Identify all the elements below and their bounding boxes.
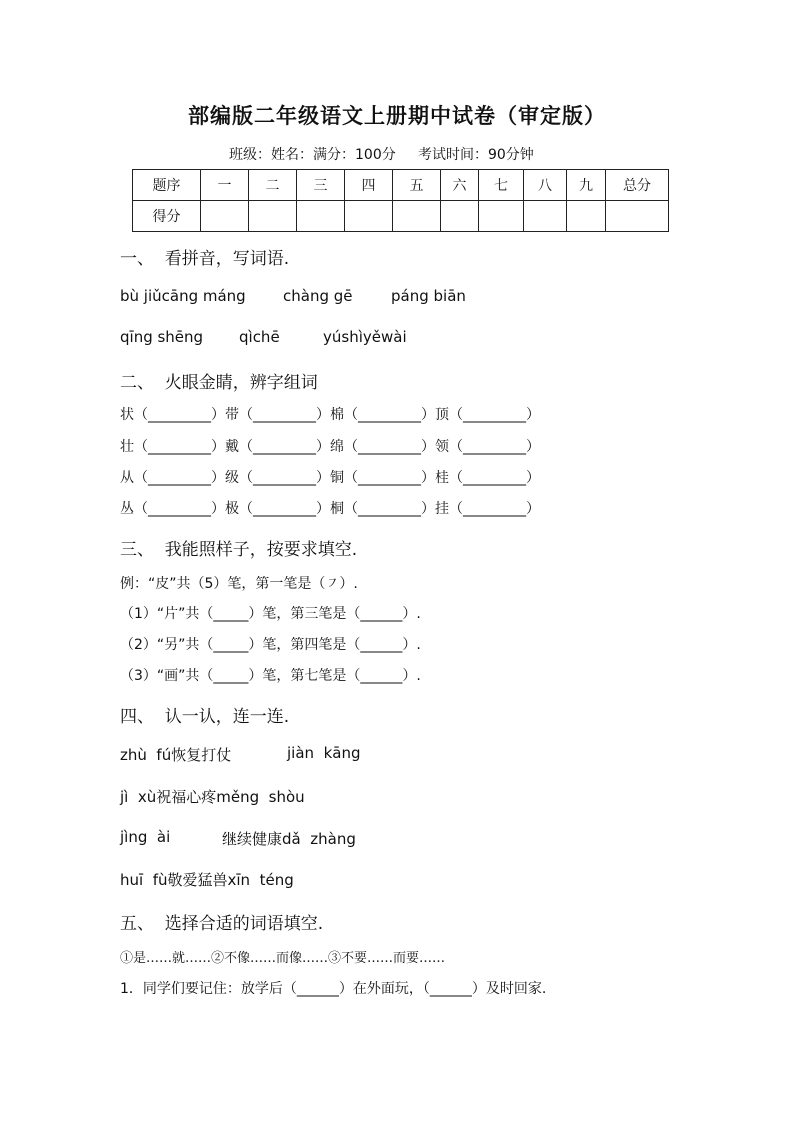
table-cell: 六 — [441, 170, 479, 201]
table-cell: 题序 — [133, 170, 201, 201]
match-item[interactable]: jì xù祝福心疼měng shòu — [120, 788, 305, 806]
table-cell: 二 — [249, 170, 297, 201]
score-input-cell[interactable] — [345, 201, 393, 232]
match-item[interactable]: jiàn kāng — [287, 744, 361, 762]
table-cell: 五 — [393, 170, 441, 201]
score-input-cell[interactable] — [441, 201, 479, 232]
score-input-cell[interactable] — [249, 201, 297, 232]
word-group-row[interactable]: 从（_________）级（_________）铜（_________）桂（_________） — [120, 470, 540, 486]
pinyin-item: qīng shēng — [120, 328, 204, 346]
section-heading: 一、 看拼音，写词语. — [120, 249, 290, 269]
pinyin-item: chàng gē — [283, 287, 353, 305]
stroke-question[interactable]: （1）“片”共（_____）笔，第三笔是（______）. — [120, 606, 421, 622]
pinyin-item: yúshìyěwài — [323, 328, 407, 346]
match-item[interactable]: jìng ài — [120, 828, 171, 846]
page-title: 部编版二年级语文上册期中试卷（审定版） — [188, 103, 606, 128]
pinyin-item: qìchē — [239, 328, 280, 346]
score-table — [132, 169, 669, 232]
exam-info: 班级：姓名：满分：100分 考试时间：90分钟 — [229, 147, 534, 163]
pinyin-item: bù jiǔcāng máng — [120, 287, 246, 305]
table-cell: 三 — [297, 170, 345, 201]
score-input-cell[interactable] — [297, 201, 345, 232]
options-line: ①是……就……②不像……而像……③不要……而要…… — [120, 951, 446, 966]
score-input-cell[interactable] — [201, 201, 249, 232]
word-group-row[interactable]: 丛（_________）极（_________）桐（_________）挂（_________） — [120, 501, 540, 517]
word-group-row[interactable]: 状（_________）带（_________）棉（_________）顶（_________） — [120, 407, 540, 423]
section-heading: 三、 我能照样子，按要求填空. — [120, 540, 358, 560]
section-heading: 二、 火眼金睛，辨字组词 — [120, 373, 318, 393]
score-input-cell[interactable] — [479, 201, 524, 232]
table-cell: 四 — [345, 170, 393, 201]
score-input-cell[interactable] — [567, 201, 606, 232]
table-cell: 一 — [201, 170, 249, 201]
fill-question[interactable]: 1．同学们要记住：放学后（______）在外面玩，（______）及时回家. — [120, 981, 547, 997]
table-cell: 七 — [479, 170, 524, 201]
example-line: 例：“皮”共（5）笔，第一笔是（㇇）. — [120, 576, 358, 592]
word-group-row[interactable]: 壮（_________）戴（_________）绵（_________）领（_________） — [120, 439, 540, 455]
section-heading: 四、 认一认，连一连. — [120, 707, 290, 727]
stroke-question[interactable]: （3）“画”共（_____）笔，第七笔是（______）. — [120, 668, 421, 684]
score-input-cell[interactable] — [393, 201, 441, 232]
table-row — [133, 201, 669, 232]
table-cell: 得分 — [133, 201, 201, 232]
pinyin-item: páng biān — [391, 287, 466, 305]
stroke-question[interactable]: （2）“另”共（_____）笔，第四笔是（______）. — [120, 637, 421, 653]
table-row — [133, 170, 669, 201]
section-heading: 五、 选择合适的词语填空. — [120, 914, 324, 934]
table-cell: 九 — [567, 170, 606, 201]
match-item[interactable]: 继续健康dǎ zhàng — [222, 830, 356, 848]
score-input-cell[interactable] — [606, 201, 669, 232]
score-input-cell[interactable] — [524, 201, 567, 232]
table-cell: 总分 — [606, 170, 669, 201]
match-item[interactable]: huī fù敬爱猛兽xīn téng — [120, 871, 294, 889]
match-item[interactable]: zhù fú恢复打仗 — [120, 746, 232, 764]
table-cell: 八 — [524, 170, 567, 201]
